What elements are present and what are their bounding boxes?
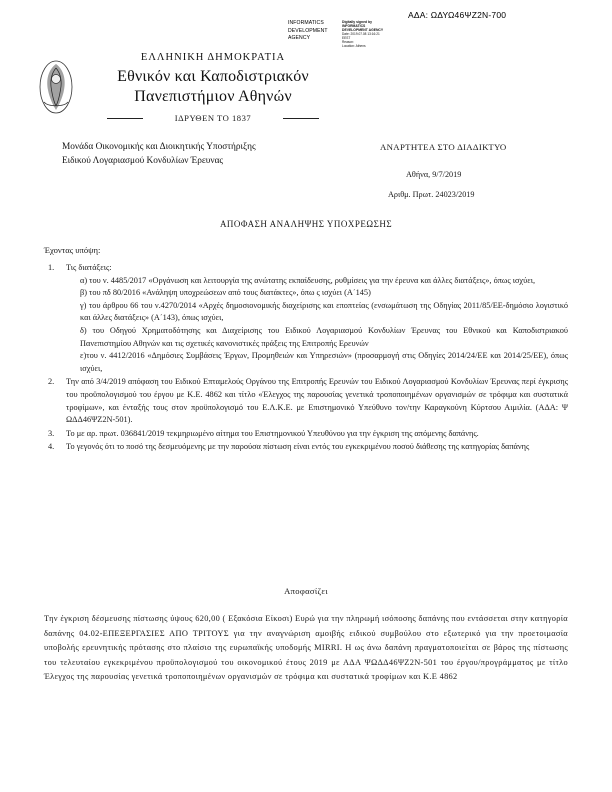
stamp-detail-6: Reason:: [342, 40, 354, 44]
publication-note: ΑΝΑΡΤΗΤΕΑ ΣΤΟ ΔΙΑΔΙΚΤΥΟ: [380, 142, 507, 152]
list-item: [44, 376, 568, 426]
header-republic: ΕΛΛΗΝΙΚΗ ΔΗΜΟΚΡΑΤΙΑ: [140, 52, 286, 63]
place-date: Αθήνα, 9/7/2019: [406, 170, 462, 179]
sub-item: α) του ν. 4485/2017 «Οργάνωση και λειτουργία της ανώτατης εκπαίδευσης, ρυθμίσεις για την έρευνα και άλλες διατάξεις», όπως ισχύει,: [80, 275, 536, 285]
sub-item: δ) του Οδηγού Χρηματοδότησης και Διαχείρισης του Ειδικού Λογαριασμού Κονδυλίων Έρευνας του Εθνικού και Καποδιστριακού Πανεπιστημίου Αθηνών και τις σχετικές κανονιστικές πράξεις της Επιτροπής Ερευνών: [80, 325, 568, 348]
issuing-unit: [62, 141, 342, 168]
stamp-line-3: AGENCY: [288, 35, 311, 42]
item-text: Το γεγονός ότι το ποσό της δεσμευόμενης με την παρούσα πίστωση είναι εντός του εγκεκριμένου ποσού διάθεσης της κατηγορίας δαπάνης: [66, 442, 530, 452]
decision-text: Την έγκριση δέσμευσης πίστωσης ύψους 620,00 ( Εξακόσια Είκοσι) Ευρώ για την πληρωμή ισόποσης δαπάνης που εντάσσεται στην κατηγορία δαπάνης 04.02-ΕΠΕΞΕΡΓΑΣΙΕΣ ΑΠΟ ΤΡΙΤΟΥΣ για την αναγνώριση αμοιβής ειδικού συμβούλου στο εξωτερικό για την προετοιμασία υποβολής ερευνητικής πρότασης στο πλαίσιο της ευρωπαϊκής υποδομής MIRRI. Η ως άνω δαπάνη πραγματοποιείται σε βάρος της πίστωσης του τελευταίου εγκεκριμένου προϋπολογισμού του οικονομικού έτους 2019 με ΑΔΑ ΨΩΔΔ46ΨΖ2Ν-501 του έργου/προγράμματος με τίτλο Έλεγχος της παρουσίας γενετικά τροποποιημένων οργανισμών σε τρόφιμα και συστατικά τροφίμων και Κ.Ε 4862: [44, 614, 568, 681]
document-body: [44, 262, 568, 455]
header-university-line2: Πανεπιστήμιον Αθηνών: [134, 88, 292, 105]
stamp-detail-3: DEVELOPMENT AGENCY: [342, 28, 384, 32]
item-text: Το με αρ. πρωτ. 036841/2019 τεκμηριωμένο αίτημα του Επιστημονικού Υπευθύνου για την έγκριση της απόμενης δαπάνης.: [66, 428, 479, 438]
item-lead: Τις διατάξεις:: [66, 263, 112, 272]
digital-signature-stamp: [288, 20, 398, 54]
decides-heading: Αποφασίζει: [284, 586, 328, 596]
rule-right: [283, 118, 319, 119]
stamp-detail-1: Digitally signed by: [342, 20, 372, 24]
item-number: 3.: [48, 428, 55, 438]
document-header: [83, 52, 343, 123]
item-number: 4.: [48, 442, 55, 452]
ada-code: ΑΔΑ: ΩΔΥΩ46ΨΖ2Ν-700: [408, 10, 507, 20]
sub-list: [66, 275, 568, 376]
sub-item: γ) του άρθρου 66 του ν.4270/2014 «Αρχές δημοσιονομικής διαχείρισης και εποπτείας (ενσωμάτωση της Οδηγίας 2011/85/ΕΕ-δημόσιο λογιστικό και άλλες διατάξεις» (Α΄143), όπως ισχύει,: [80, 300, 568, 323]
issuing-unit-line1: Μονάδα Οικονομικής και Διοικητικής Υποστήριξης: [62, 142, 256, 152]
protocol-number: Αριθμ. Πρωτ. 24023/2019: [388, 190, 475, 199]
item-number: 2.: [48, 377, 55, 387]
stamp-detail-4: Date: 2019.07.08 13:16:21: [342, 32, 380, 36]
sub-item: ε)του ν. 4412/2016 «Δημόσιες Συμβάσεις Έργων, Προμηθειών και Υπηρεσιών» (προσαρμογή στις Οδηγίες 2014/24/ΕΕ και 2014/25/ΕΕ), όπως ισχύει,: [80, 351, 568, 373]
stamp-signature-details: [342, 20, 398, 48]
list-item: [44, 428, 568, 441]
stamp-agency-name: [288, 20, 340, 43]
stamp-detail-2: INFORMATICS: [342, 24, 366, 28]
stamp-detail-5: EEST: [342, 36, 351, 40]
stamp-line-1: INFORMATICS: [288, 20, 324, 26]
having-regard-label: Έχοντας υπόψη:: [44, 245, 101, 255]
header-founded-rule: [107, 113, 319, 123]
stamp-detail-7: Location: Athens: [342, 44, 366, 48]
item-text: Την από 3/4/2019 απόφαση του Ειδικού Επταμελούς Οργάνου της Επιτροπής Ερευνών του Ειδικού Λογαριασμού Κονδυλίων Έρευνας περί έγκρισης του προϋπολογισμού του έργου με Κ.Ε. 4862 και τίτλο «Έλεγχος της παρουσίας γενετικά τροποποιημένων οργανισμών σε τρόφιμα και συστατικά τροφίμων», και ένταξής τους στον προϋπολογισμό του Ε.Λ.Κ.Ε. με Επιστημονικό Υπεύθυνο τον/την Καραγκούνη Κύρτσου Αιμιλία. (ΑΔΑ: Ψ ΩΔΔ46ΨΖ2Ν-501).: [66, 377, 568, 425]
stamp-line-2: DEVELOPMENT: [288, 27, 328, 34]
document-title: ΑΠΟΦΑΣΗ ΑΝΑΛΗΨΗΣ ΥΠΟΧΡΕΩΣΗΣ: [219, 219, 393, 229]
item-number: 1.: [48, 263, 55, 272]
issuing-unit-line2: Ειδικού Λογαριασμού Κονδυλίων Έρευνας: [62, 155, 224, 166]
list-item: [44, 441, 568, 454]
sub-item: β) του πδ 80/2016 «Ανάληψη υποχρεώσεων από τους διατάκτες», όπω ς ισχύει (Α΄145): [80, 288, 371, 298]
list-item: [44, 262, 568, 375]
university-emblem-icon: [34, 58, 78, 116]
header-founded: ΙΔΡΥΘΕΝ ΤΟ 1837: [174, 113, 252, 123]
header-university-line1: Εθνικόν και Καποδιστριακόν: [117, 68, 309, 85]
